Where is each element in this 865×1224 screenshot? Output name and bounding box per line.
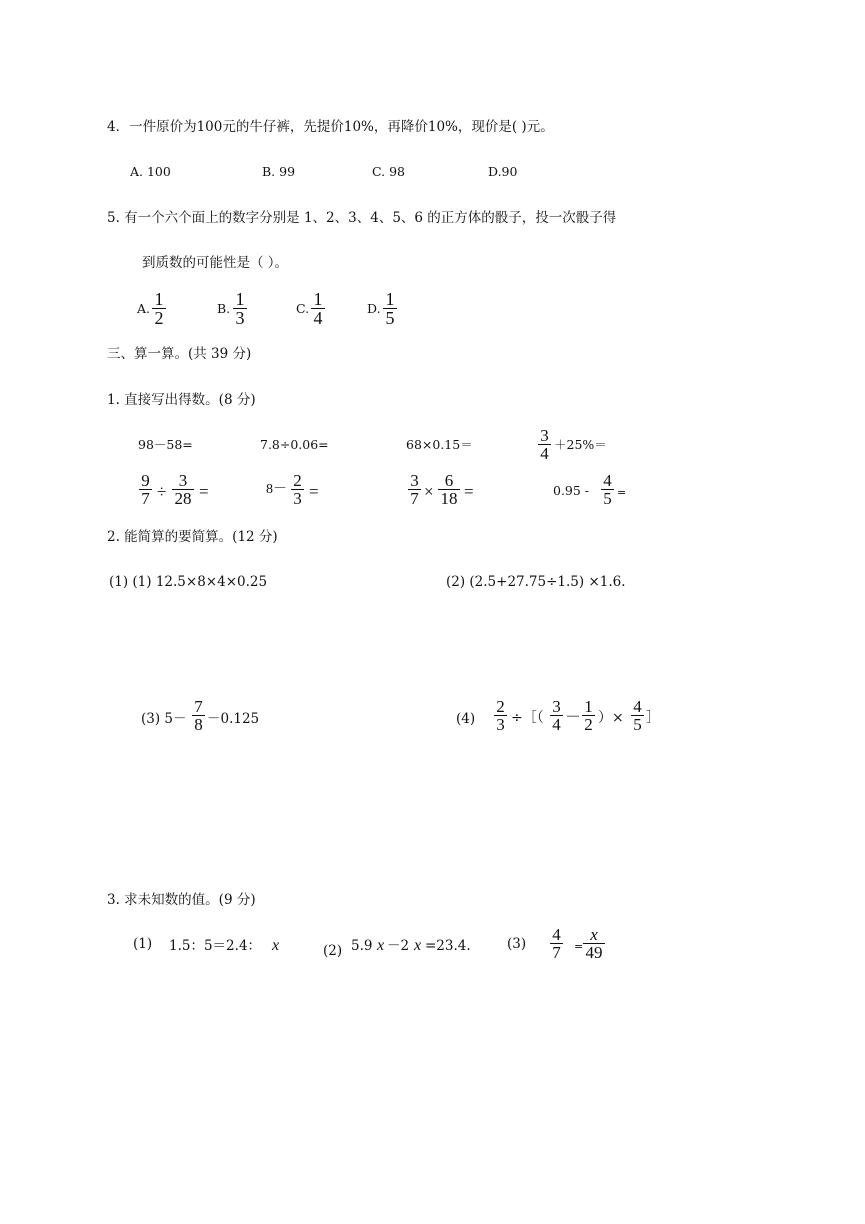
calc-h-prefix: 0.95 - [553,483,590,498]
question-4-stem: 4．一件原价为100元的牛仔裤，先提价10%，再降价10%，现价是( )元。 [107,119,554,135]
denominator: 4 [540,444,549,463]
equation-1-variable: x [272,937,280,954]
numerator: 4 [633,697,642,716]
numerator: 9 [141,471,150,490]
numerator: 2 [496,697,505,716]
calc-e-fraction-2 [172,472,194,507]
simplify-item-4-fraction-2 [550,698,563,733]
denominator: 7 [141,489,150,508]
calc-h-fraction [601,472,614,507]
denominator: 18 [440,489,458,508]
simplify-item-3-suffix: －0.125 [207,711,260,727]
equation-2-label: (2) [323,943,343,959]
calc-g-operator: × [424,482,434,501]
denominator: 4 [552,715,561,734]
equation-2-variable-1: x [377,937,385,954]
calc-c: 68×0.15＝ [406,437,473,452]
numerator: 1 [154,289,164,309]
denominator: 3 [496,715,505,734]
q5-option-b-label: B. [217,301,231,316]
q4-option-a: A. 100 [130,164,171,179]
calc-g-fraction-2 [438,472,460,507]
q5-option-d-label: D. [367,301,381,316]
calc-h-equals: = [617,486,627,499]
equation-2-variable-2: x [414,937,422,954]
q5-option-b-fraction [233,290,247,327]
simplify-item-4-close-bracket: ］ [646,710,660,726]
equation-3-fraction-2 [583,926,605,961]
calc-f-fraction [291,472,304,507]
q5-option-d-fraction [383,290,397,327]
numerator: 1 [235,289,245,309]
numerator: 3 [178,471,188,490]
numerator: 1 [385,289,395,309]
simplify-item-4-fraction-1 [494,698,507,733]
calc-e-equals: = [199,482,209,501]
denominator: 7 [410,489,419,508]
q5-option-a-fraction [152,290,166,327]
denominator: 49 [585,943,603,962]
calc-f-equals: = [309,482,319,501]
denominator: 3 [235,308,245,328]
simplify-item-3-fraction [192,698,205,733]
numerator: 3 [410,471,419,490]
q5-option-c-fraction [311,290,325,327]
part-1-title: 1. 直接写出得数。(8 分) [107,392,256,408]
calc-b: 7.8÷0.06= [260,437,329,452]
q5-option-a-label: A. [137,301,151,316]
equation-3-equals: = [574,940,584,953]
simplify-item-4-operator-2: ）× [598,710,624,726]
q4-option-c: C. 98 [372,164,405,179]
numerator: x [590,925,598,944]
numerator: 1 [313,289,323,309]
numerator: 2 [293,471,302,490]
question-5-stem-line2: 到质数的可能性是（ ）。 [142,255,289,271]
calc-d-fraction [538,427,551,462]
q4-option-b: B. 99 [262,164,296,179]
calc-e-operator: ÷ [157,482,167,501]
equation-2-coef-b: －2 [387,938,410,954]
denominator: 8 [194,715,203,734]
calc-d-rest: ＋25%＝ [554,437,607,452]
part-2-title: 2. 能简算的要简算。(12 分) [107,529,278,545]
denominator: 3 [293,489,302,508]
denominator: 2 [154,308,164,328]
q4-option-d: D.90 [488,164,518,179]
denominator: 5 [633,715,642,734]
question-5-stem-line1: 5. 有一个六个面上的数字分别是 1、2、3、4、5、6 的正方体的骰子，投一次骰子得 [107,210,617,226]
numerator: 4 [552,925,561,944]
simplify-item-1: (1) (1) 12.5×8×4×0.25 [109,574,268,590]
calc-g-equals: = [464,482,474,501]
equation-2-rest: =23.4. [425,938,471,954]
denominator: 2 [584,715,593,734]
equation-1-label: (1) [133,936,153,952]
part-3-title: 3. 求未知数的值。(9 分) [107,892,256,908]
calc-e-fraction-1 [139,472,152,507]
denominator: 5 [385,308,395,328]
section-3-title: 三、算一算。(共 39 分) [107,346,252,362]
equation-3-label: (3) [507,936,527,952]
numerator: 1 [584,697,593,716]
simplify-item-4-minus: － [565,709,582,726]
calc-f-prefix: 8－ [266,482,287,497]
denominator: 7 [552,943,561,962]
equation-3-fraction-1 [550,926,563,961]
simplify-item-4-label: (4) [456,711,476,727]
simplify-item-4-operator-1: ÷［（ [511,710,544,726]
denominator: 5 [603,489,612,508]
numerator: 3 [552,697,561,716]
denominator: 4 [313,308,323,328]
equation-2-coef-a: 5.9 [351,938,373,954]
numerator: 7 [194,697,203,716]
simplify-item-3-prefix: (3) 5－ [141,711,187,727]
q5-option-c-label: C. [296,301,310,316]
numerator: 4 [603,471,612,490]
numerator: 3 [540,426,549,445]
denominator: 28 [174,489,192,508]
calc-g-fraction-1 [408,472,421,507]
calc-a: 98－58= [138,437,193,452]
simplify-item-4-fraction-4 [631,698,644,733]
numerator: 6 [444,471,454,490]
simplify-item-2: (2) (2.5+27.75÷1.5) ×1.6. [446,574,626,590]
simplify-item-4-fraction-3 [582,698,595,733]
equation-1-text: 1.5：5＝2.4： [169,938,262,954]
